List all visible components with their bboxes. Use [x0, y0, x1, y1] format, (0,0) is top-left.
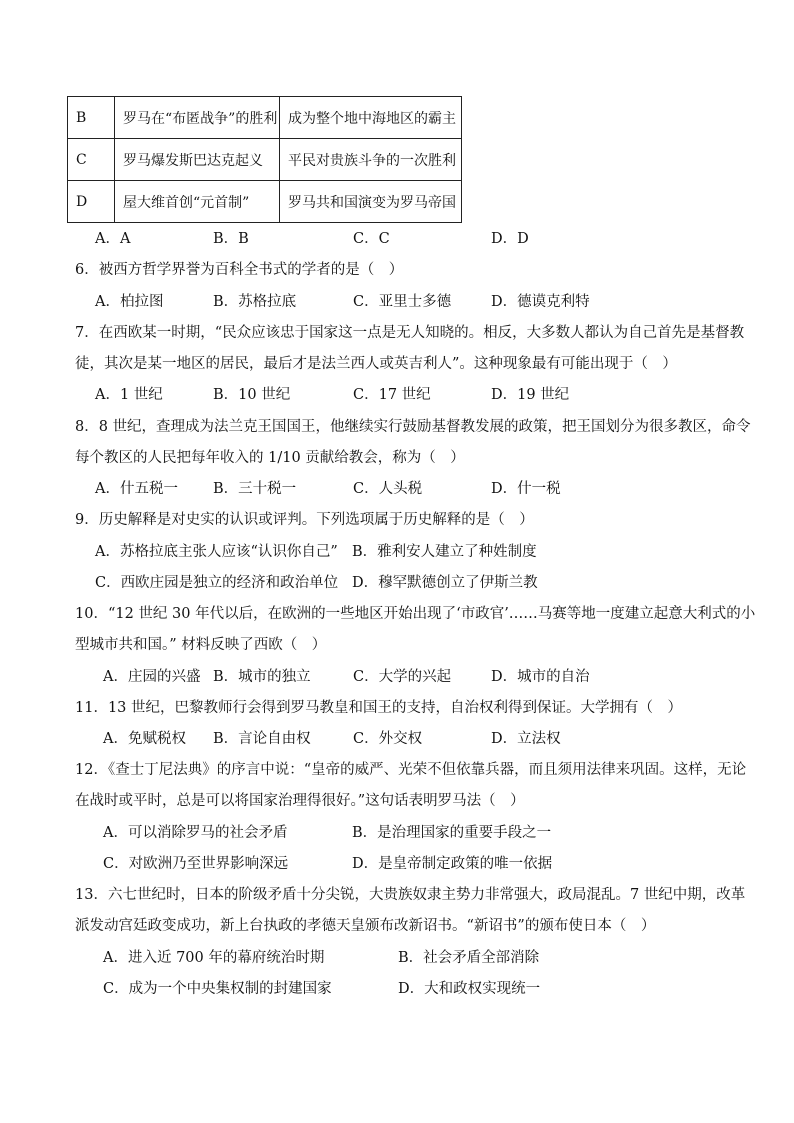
- question-stem-line: 徒，其次是某一地区的居民，最后才是法兰西人或英吉利人”。这种现象最有可能出现于（ ）: [75, 356, 677, 372]
- question-stem-line: 型城市共和国。” 材料反映了西欧（ ）: [75, 637, 327, 653]
- table-row: [68, 97, 462, 139]
- option-b[interactable]: B．社会矛盾全部消除: [398, 950, 540, 966]
- option-c[interactable]: C．亚里士多德: [353, 294, 452, 310]
- question-stem: 6．被西方哲学界誉为百科全书式的学者的是（ ）: [75, 262, 404, 278]
- option-b[interactable]: B．雅利安人建立了种姓制度: [352, 544, 537, 560]
- table-cell-event: 罗马在“布匿战争”的胜利: [115, 97, 280, 139]
- answer-table: [67, 96, 462, 223]
- question-stem-line: 派发动宫廷政变成功，新上台执政的孝德天皇颁布改新诏书。“新诏书”的颁布使日本（ ）: [75, 918, 656, 934]
- question-stem: 11．13 世纪，巴黎教师行会得到罗马教皇和国王的支持，自治权利得到保证。大学拥有（ ）: [75, 700, 683, 716]
- option-d[interactable]: D．城市的自治: [491, 669, 590, 685]
- option-c[interactable]: C．人头税: [353, 481, 423, 497]
- option-d[interactable]: D．什一税: [491, 481, 561, 497]
- option-d[interactable]: D．是皇帝制定政策的唯一依据: [352, 856, 553, 872]
- option-c[interactable]: C．C: [353, 231, 390, 247]
- table-cell-letter: B: [68, 97, 115, 139]
- option-d[interactable]: D．大和政权实现统一: [398, 981, 541, 997]
- option-b[interactable]: B．言论自由权: [213, 731, 311, 747]
- table-cell-meaning: 罗马共和国演变为罗马帝国: [280, 181, 462, 223]
- option-a[interactable]: A．1 世纪: [95, 387, 163, 403]
- option-b[interactable]: B．是治理国家的重要手段之一: [352, 825, 552, 841]
- option-c[interactable]: C．西欧庄园是独立的经济和政治单位: [95, 575, 339, 591]
- table-row: [68, 139, 462, 181]
- question-stem-line: 7．在西欧某一时期，“民众应该忠于国家这一点是无人知晓的。相反，大多数人都认为自己首先是基督教: [75, 325, 745, 341]
- option-a[interactable]: A．柏拉图: [95, 294, 164, 310]
- option-c[interactable]: C．成为一个中央集权制的封建国家: [103, 981, 332, 997]
- option-d[interactable]: D．D: [491, 231, 529, 247]
- option-c[interactable]: C．对欧洲乃至世界影响深远: [103, 856, 289, 872]
- question-stem-line: 12．《查士丁尼法典》的序言中说：“皇帝的威严、光荣不但依靠兵器，而且须用法律来巩固。这样，无论: [75, 762, 747, 778]
- option-c[interactable]: C．17 世纪: [353, 387, 431, 403]
- question-stem-line: 10．“12 世纪 30 年代以后，在欧洲的一些地区开始出现了‘市政官’……马赛等地一度建立起意大利式的小: [75, 606, 756, 622]
- option-d[interactable]: D．穆罕默德创立了伊斯兰教: [352, 575, 538, 591]
- option-b[interactable]: B．10 世纪: [213, 387, 291, 403]
- option-d[interactable]: D．德谟克利特: [491, 294, 590, 310]
- option-a[interactable]: A．进入近 700 年的幕府统治时期: [103, 950, 325, 966]
- table-row: [68, 181, 462, 223]
- option-d[interactable]: D．19 世纪: [491, 387, 570, 403]
- option-a[interactable]: A．苏格拉底主张人应该“认识你自己”: [95, 544, 338, 560]
- option-c[interactable]: C．大学的兴起: [353, 669, 452, 685]
- option-c[interactable]: C．外交权: [353, 731, 423, 747]
- table-cell-meaning: 平民对贵族斗争的一次胜利: [280, 139, 462, 181]
- option-a[interactable]: A．可以消除罗马的社会矛盾: [103, 825, 288, 841]
- option-b[interactable]: B．三十税一: [213, 481, 297, 497]
- option-b[interactable]: B．苏格拉底: [213, 294, 297, 310]
- question-stem-line: 每个教区的人民把每年收入的 1/10 贡献给教会，称为（ ）: [75, 450, 465, 466]
- question-stem: 9．历史解释是对史实的认识或评判。下列选项属于历史解释的是（ ）: [75, 512, 534, 528]
- option-a[interactable]: A．A: [95, 231, 131, 247]
- table-cell-letter: C: [68, 139, 115, 181]
- question-stem-line: 13．六七世纪时，日本的阶级矛盾十分尖锐，大贵族奴隶主势力非常强大，政局混乱。7 世纪中期，改革: [75, 887, 746, 903]
- option-a[interactable]: A．庄园的兴盛: [103, 669, 201, 685]
- option-b[interactable]: B．城市的独立: [213, 669, 311, 685]
- table-cell-event: 屋大维首创“元首制”: [115, 181, 280, 223]
- option-a[interactable]: A．什五税一: [95, 481, 178, 497]
- table-cell-letter: D: [68, 181, 115, 223]
- option-d[interactable]: D．立法权: [491, 731, 561, 747]
- question-stem-line: 在战时或平时，总是可以将国家治理得很好。”这句话表明罗马法（ ）: [75, 793, 525, 809]
- table-cell-meaning: 成为整个地中海地区的霸主: [280, 97, 462, 139]
- option-a[interactable]: A．免赋税权: [103, 731, 186, 747]
- table-cell-event: 罗马爆发斯巴达克起义: [115, 139, 280, 181]
- question-stem-line: 8．8 世纪，查理成为法兰克王国国王，他继续实行鼓励基督教发展的政策，把王国划分为很多教区，命令: [75, 419, 751, 435]
- option-b[interactable]: B．B: [213, 231, 249, 247]
